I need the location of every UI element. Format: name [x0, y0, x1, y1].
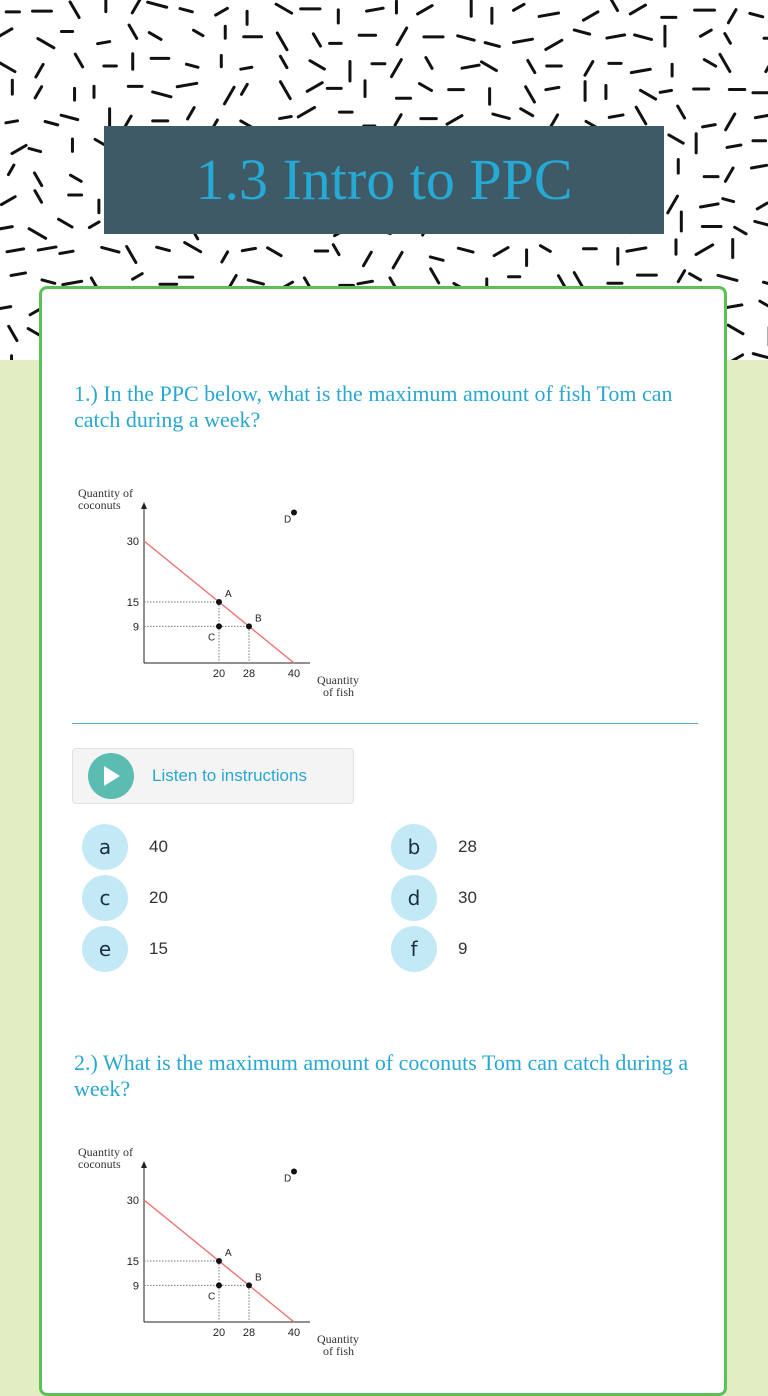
option-b[interactable] — [391, 824, 477, 870]
point-a — [216, 599, 222, 605]
y-tick-label: 15 — [126, 597, 139, 609]
listen-label: Listen to instructions — [152, 766, 307, 785]
page-title: 1.3 Intro to PPC — [195, 147, 573, 212]
y-axis-arrow — [141, 502, 147, 509]
point-label-b: B — [255, 1272, 262, 1284]
option-c[interactable] — [82, 875, 168, 921]
question-divider — [72, 723, 698, 724]
option-e[interactable] — [82, 926, 168, 972]
point-b — [246, 1282, 252, 1288]
y-axis-label: coconuts — [78, 1157, 121, 1171]
option-letter-badge: a — [82, 824, 128, 870]
listen-instructions-button[interactable] — [72, 748, 354, 804]
x-tick-label: 20 — [212, 668, 226, 680]
x-tick-label: 28 — [242, 668, 256, 680]
point-label-b: B — [255, 613, 262, 625]
point-d — [291, 510, 297, 516]
x-tick-label: 40 — [287, 668, 301, 680]
question-2-prompt: 2.) What is the maximum amount of coconuts Tom can catch during a week? — [74, 1050, 689, 1101]
point-label-a: A — [225, 1248, 232, 1259]
y-tick-label: 15 — [126, 1256, 139, 1268]
option-value: 15 — [149, 939, 168, 958]
y-axis-label: Quantity of — [78, 1145, 133, 1159]
y-axis-label: coconuts — [78, 498, 121, 512]
point-label-d: D — [284, 514, 292, 526]
ppc-chart-1 — [74, 483, 394, 713]
x-axis-label: of fish — [323, 1344, 354, 1358]
option-letter-badge: e — [82, 926, 128, 972]
x-tick-label: 40 — [287, 1327, 301, 1339]
ppc-chart-2 — [74, 1142, 394, 1372]
option-letter-badge: c — [82, 875, 128, 921]
y-tick-label: 30 — [126, 536, 139, 548]
option-value: 20 — [149, 888, 168, 907]
option-value: 9 — [458, 939, 468, 958]
x-tick-label: 20 — [212, 1327, 226, 1339]
point-c — [216, 623, 222, 629]
option-value: 28 — [458, 837, 477, 856]
y-axis-label: Quantity of — [78, 486, 133, 500]
y-tick-label: 30 — [126, 1195, 139, 1207]
x-axis-label: Quantity — [317, 1332, 359, 1346]
point-label-a: A — [225, 589, 232, 600]
x-axis-label: of fish — [323, 685, 354, 699]
point-c — [216, 1282, 222, 1288]
y-tick-label: 9 — [132, 621, 139, 634]
option-value: 30 — [458, 888, 477, 907]
worksheet-card — [39, 286, 727, 1396]
y-tick-label: 9 — [132, 1280, 139, 1293]
option-letter-badge: d — [391, 875, 437, 921]
x-tick-label: 28 — [242, 1327, 256, 1339]
option-f[interactable] — [391, 926, 467, 972]
point-a — [216, 1258, 222, 1264]
option-letter-badge: b — [391, 824, 437, 870]
point-d — [291, 1169, 297, 1175]
question-1-prompt: 1.) In the PPC below, what is the maximum amount of fish Tom can catch during a week? — [74, 381, 673, 432]
play-icon[interactable] — [88, 753, 134, 799]
x-axis-label: Quantity — [317, 673, 359, 687]
point-label-d: D — [284, 1173, 292, 1185]
title-banner — [104, 126, 664, 234]
y-axis-arrow — [141, 1161, 147, 1168]
option-d[interactable] — [391, 875, 477, 921]
point-label-c: C — [208, 632, 216, 644]
point-b — [246, 623, 252, 629]
option-letter-badge: f — [391, 926, 437, 972]
point-label-c: C — [208, 1291, 216, 1303]
option-value: 40 — [149, 837, 168, 856]
option-a[interactable] — [82, 824, 168, 870]
